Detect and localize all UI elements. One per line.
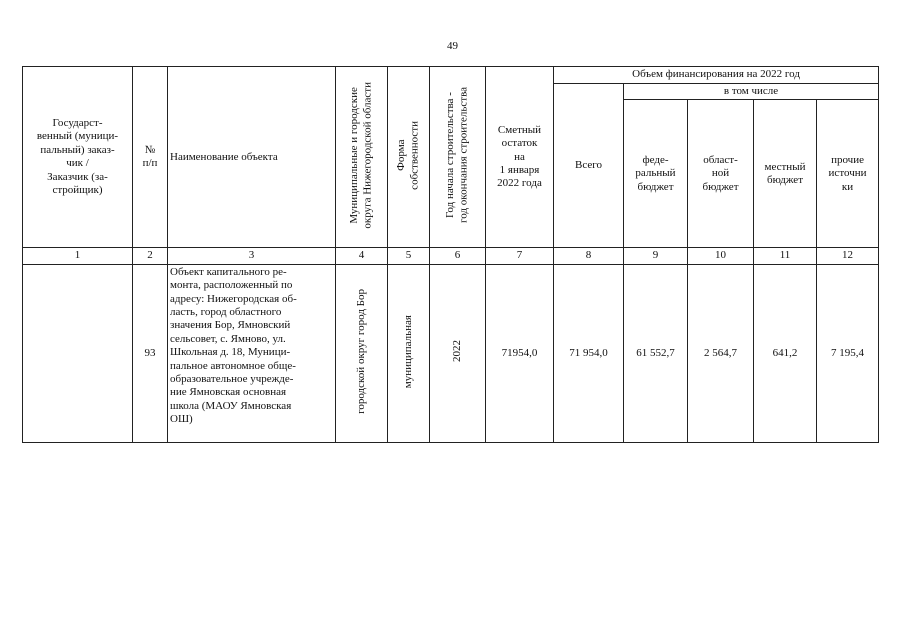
header-ownership: [388, 67, 430, 248]
column-number: 7: [486, 248, 554, 264]
column-number: 6: [430, 248, 486, 264]
column-number: 2: [133, 248, 168, 264]
header-financing-group: Объем финансирования на 2022 год: [554, 67, 879, 84]
column-number: 8: [554, 248, 624, 264]
row-years: [430, 264, 486, 442]
header-federal: феде- ральный бюджет: [624, 100, 688, 248]
header-local: местный бюджет: [754, 100, 817, 248]
column-number-row: [23, 248, 879, 264]
row-customer: [23, 264, 133, 442]
header-years: [430, 67, 486, 248]
column-number: 11: [754, 248, 817, 264]
header-years-text: Год начала строительства - год окончания строительства: [444, 87, 470, 223]
column-number: 4: [336, 248, 388, 264]
header-total: Всего: [554, 84, 624, 248]
row-regional: 2 564,7: [688, 264, 754, 442]
page-number: 49: [447, 40, 458, 52]
header-including: в том числе: [624, 84, 879, 100]
header-balance: Сметный остаток на 1 января 2022 года: [486, 67, 554, 248]
column-number: 1: [23, 248, 133, 264]
header-object-name: Наименование объекта: [168, 67, 336, 248]
header-municipality: [336, 67, 388, 248]
header-other: прочие источни ки: [817, 100, 879, 248]
row-federal: 61 552,7: [624, 264, 688, 442]
row-municipality-text: городской округ город Бор: [354, 288, 367, 414]
column-number: 3: [168, 248, 336, 264]
header-number: № п/п: [133, 67, 168, 248]
header-regional: област- ной бюджет: [688, 100, 754, 248]
column-number: 10: [688, 248, 754, 264]
row-object-name: Объект капитального ре- монта, расположенный по адресу: Нижегородская об- ласть, город областного значения Бор, Ямновский сельсовет, с. Ямново, ул. Школьная д. 18, Муници- пальное автономное обще- образовательное учрежде- ние Ямновская основная школа (МАОУ Ямновская ОШ): [168, 264, 336, 442]
column-number: 5: [388, 248, 430, 264]
financing-table: [22, 66, 879, 443]
row-other: 7 195,4: [817, 264, 879, 442]
row-number: 93: [133, 264, 168, 442]
header-municipality-text: Муниципальные и городские округа Нижегородской области: [348, 81, 374, 229]
row-local: 641,2: [754, 264, 817, 442]
row-ownership-text: муниципальная: [401, 314, 414, 388]
column-number: 9: [624, 248, 688, 264]
row-balance: 71954,0: [486, 264, 554, 442]
row-years-text: 2022: [450, 340, 463, 363]
row-total: 71 954,0: [554, 264, 624, 442]
row-ownership: [388, 264, 430, 442]
table-row: [23, 264, 879, 442]
column-number: 12: [817, 248, 879, 264]
header-ownership-text: Форма собственности: [395, 120, 421, 190]
header-customer: Государст- венный (муници- пальный) заказ- чик / Заказчик (за- стройщик): [23, 67, 133, 248]
row-municipality: [336, 264, 388, 442]
